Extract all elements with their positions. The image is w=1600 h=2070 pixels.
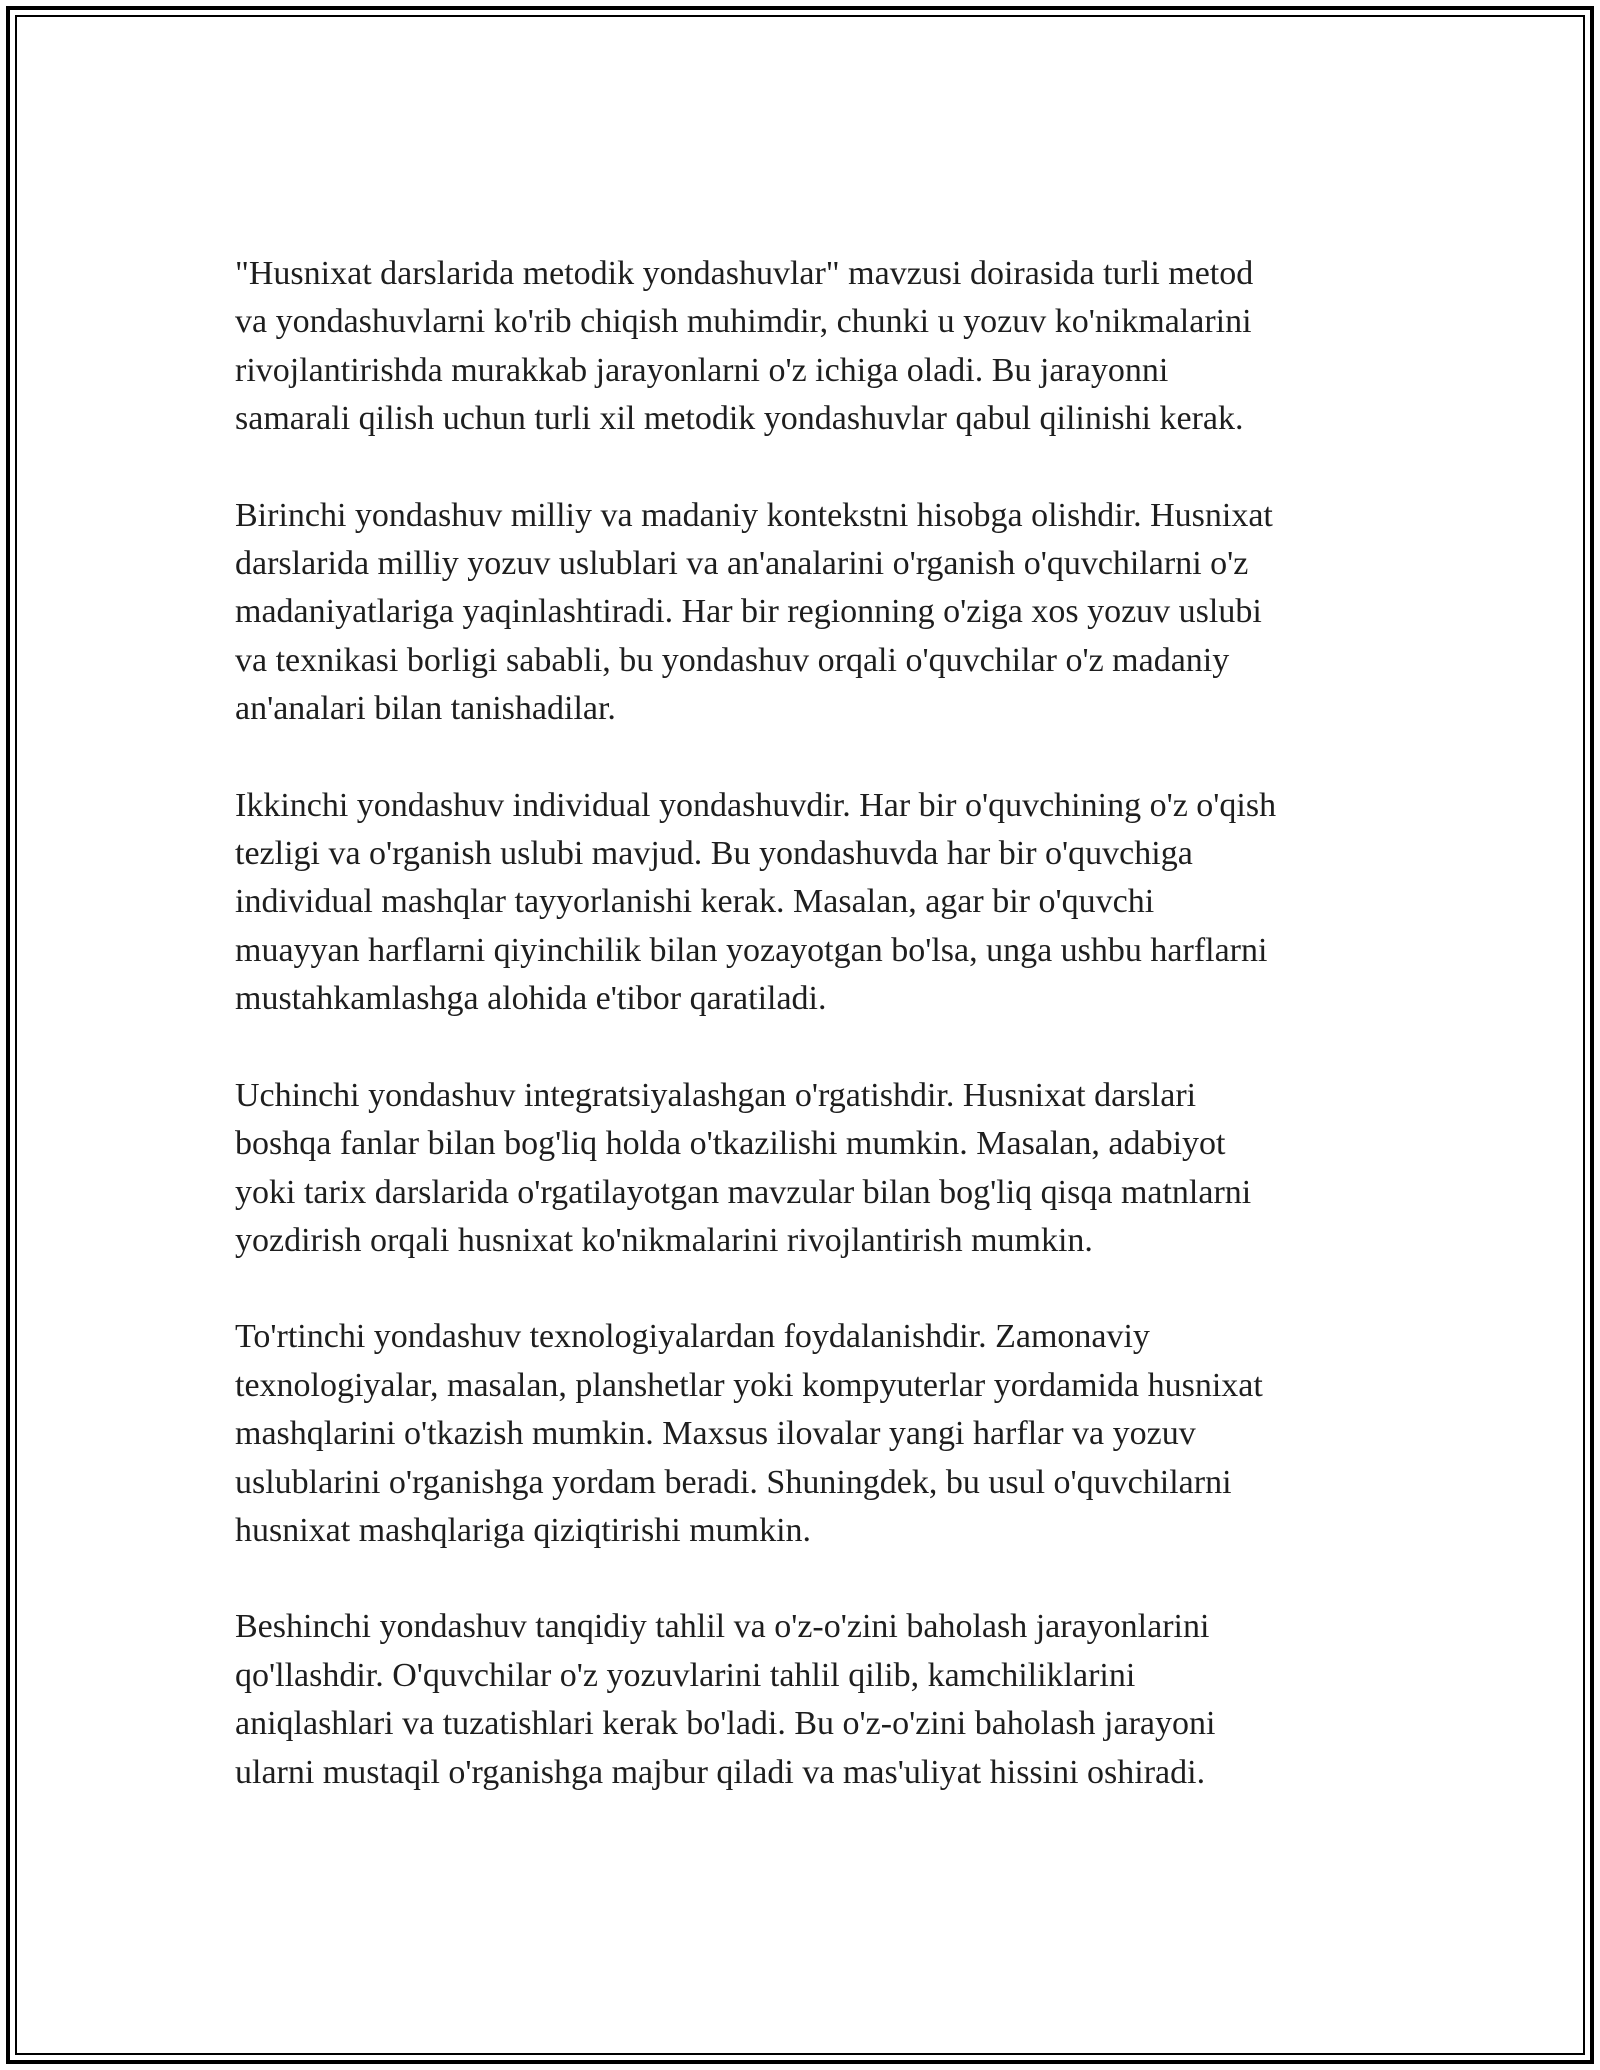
text-line: "Husnixat darslarida metodik yondashuvlar" mavzusi doirasida turli metod [235, 255, 1254, 292]
text-line: rivojlantirishda murakkab jarayonlarni o'z ichiga oladi. Bu jarayonni [235, 351, 1169, 389]
text-line: individual mashqlar tayyorlanishi kerak. Masalan, agar bir o'quvchi [235, 883, 1155, 921]
paragraph-fifth-approach [235, 1603, 1375, 1797]
text-line: tezligi va o'rganish uslubi mavjud. Bu yondashuvda har bir o'quvchiga [235, 835, 1193, 873]
text-line: samarali qilish uchun turli xil metodik yondashuvlar qabul qilinishi kerak. [235, 400, 1244, 438]
paragraph-second-approach [235, 782, 1375, 1024]
text-line: va yondashuvlarni ko'rib chiqish muhimdir, chunki u yozuv ko'nikmalarini [235, 303, 1252, 341]
text-line: mustahkamlashga alohida e'tibor qaratiladi. [235, 980, 827, 1018]
text-line: texnologiyalar, masalan, planshetlar yoki kompyuterlar yordamida husnixat [235, 1366, 1263, 1404]
document-body [235, 250, 1375, 1845]
text-line: madaniyatlariga yaqinlashtiradi. Har bir regionning o'ziga xos yozuv uslubi [235, 593, 1262, 631]
text-line: an'analari bilan tanishadilar. [235, 690, 616, 728]
paragraph-fourth-approach [235, 1313, 1375, 1555]
text-line: darslarida milliy yozuv uslublari va an'analarini o'rganish o'quvchilarni o'z [235, 545, 1249, 583]
text-line: To'rtinchi yondashuv texnologiyalardan foydalanishdir. Zamonaviy [235, 1318, 1150, 1356]
text-line: yoki tarix darslarida o'rgatilayotgan mavzular bilan bog'liq qisqa matnlarni [235, 1173, 1252, 1211]
text-line: ularni mustaqil o'rganishga majbur qiladi va mas'uliyat hissini oshiradi. [235, 1753, 1206, 1791]
text-line: Beshinchi yondashuv tanqidiy tahlil va o'z-o'zini baholash jarayonlarini [235, 1608, 1210, 1646]
text-line: husnixat mashqlariga qiziqtirishi mumkin. [235, 1511, 812, 1549]
text-line: aniqlashlari va tuzatishlari kerak bo'ladi. Bu o'z-o'zini baholash jarayoni [235, 1705, 1216, 1743]
paragraph-third-approach [235, 1072, 1375, 1266]
text-line: mashqlarini o'tkazish mumkin. Maxsus ilovalar yangi harflar va yozuv [235, 1415, 1196, 1453]
text-line: Ikkinchi yondashuv individual yondashuvdir. Har bir o'quvchining o'z o'qish [235, 786, 1277, 824]
paragraph-first-approach [235, 492, 1375, 734]
text-line: uslublarini o'rganishga yordam beradi. Shuningdek, bu usul o'quvchilarni [235, 1463, 1232, 1501]
text-line: Birinchi yondashuv milliy va madaniy kontekstni hisobga olishdir. Husnixat [235, 496, 1273, 534]
text-line: yozdirish orqali husnixat ko'nikmalarini rivojlantirish mumkin. [235, 1221, 1093, 1259]
paragraph-intro [235, 250, 1375, 444]
text-line: va texnikasi borligi sababli, bu yondashuv orqali o'quvchilar o'z madaniy [235, 641, 1230, 679]
text-line: muayyan harflarni qiyinchilik bilan yozayotgan bo'lsa, unga ushbu harflarni [235, 931, 1268, 969]
text-line: boshqa fanlar bilan bog'liq holda o'tkazilishi mumkin. Masalan, adabiyot [235, 1125, 1226, 1163]
text-line: qo'llashdir. O'quvchilar o'z yozuvlarini tahlil qilib, kamchiliklarini [235, 1656, 1136, 1694]
text-line: Uchinchi yondashuv integratsiyalashgan o'rgatishdir. Husnixat darslari [235, 1076, 1197, 1114]
